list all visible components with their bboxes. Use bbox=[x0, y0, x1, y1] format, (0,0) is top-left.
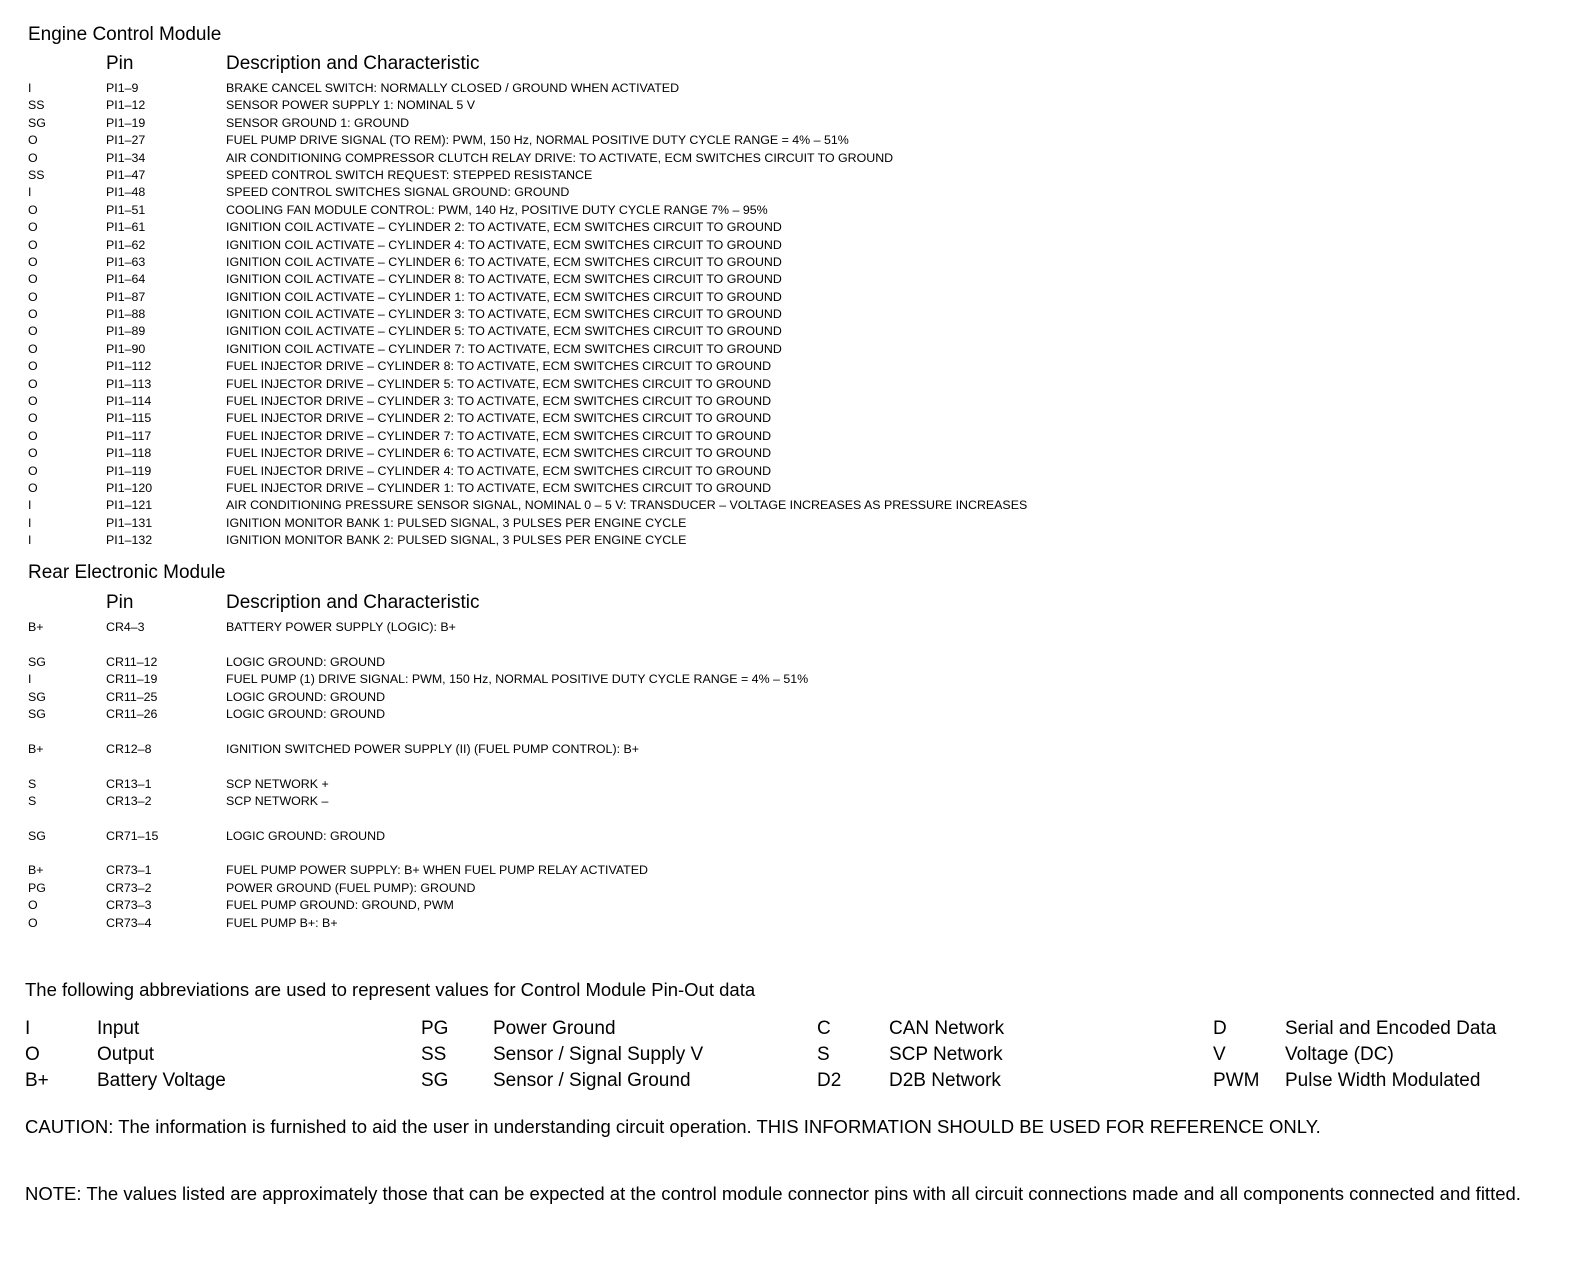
abbreviation-meaning: Pulse Width Modulated bbox=[1285, 1070, 1481, 1091]
pin-description: FUEL PUMP (1) DRIVE SIGNAL: PWM, 150 Hz, NORMAL POSITIVE DUTY CYCLE RANGE = 4% – 51% bbox=[226, 672, 809, 687]
pin-id: CR71–15 bbox=[106, 828, 159, 843]
table-row bbox=[0, 915, 1584, 932]
pin-id: PI1–131 bbox=[106, 515, 153, 530]
pin-id: CR11–25 bbox=[106, 689, 158, 704]
pin-type: O bbox=[28, 133, 38, 148]
table-spacer bbox=[0, 758, 1584, 775]
pin-description: BATTERY POWER SUPPLY (LOGIC): B+ bbox=[226, 620, 456, 634]
pin-description: SPEED CONTROL SWITCH REQUEST: STEPPED RESISTANCE bbox=[226, 167, 593, 182]
pin-description: FUEL INJECTOR DRIVE – CYLINDER 6: TO ACTIVATE, ECM SWITCHES CIRCUIT TO GROUND bbox=[226, 446, 772, 461]
table-row bbox=[0, 428, 1584, 445]
pin-type: O bbox=[28, 359, 38, 374]
pin-id: PI1–117 bbox=[106, 428, 152, 443]
abbreviation-meaning: Input bbox=[97, 1018, 140, 1039]
pin-type: SG bbox=[28, 706, 46, 721]
table-row bbox=[0, 306, 1584, 323]
table-row bbox=[0, 897, 1584, 914]
table-row bbox=[0, 776, 1584, 793]
abbreviation-meaning: Battery Voltage bbox=[97, 1070, 226, 1091]
table-row bbox=[0, 689, 1584, 706]
pin-type: S bbox=[28, 776, 37, 791]
pin-type: O bbox=[28, 324, 38, 339]
pin-type: S bbox=[28, 793, 37, 808]
ecm-pin-header: Pin bbox=[106, 53, 134, 74]
pin-description: LOGIC GROUND: GROUND bbox=[226, 654, 386, 669]
pin-type: O bbox=[28, 307, 38, 322]
pin-description: FUEL INJECTOR DRIVE – CYLINDER 2: TO ACTIVATE, ECM SWITCHES CIRCUIT TO GROUND bbox=[226, 411, 772, 426]
pin-type: O bbox=[28, 272, 38, 287]
pin-type: O bbox=[28, 376, 38, 391]
abbreviation-code: PWM bbox=[1213, 1070, 1260, 1091]
table-spacer bbox=[0, 636, 1584, 653]
pin-type: B+ bbox=[28, 620, 44, 634]
pin-description: IGNITION COIL ACTIVATE – CYLINDER 7: TO ACTIVATE, ECM SWITCHES CIRCUIT TO GROUND bbox=[226, 341, 782, 356]
table-row bbox=[0, 254, 1584, 271]
pin-type: PG bbox=[28, 880, 46, 895]
abbreviation-row bbox=[0, 1068, 1584, 1094]
pin-id: PI1–120 bbox=[106, 480, 153, 495]
table-row bbox=[0, 115, 1584, 132]
abbreviation-code: I bbox=[25, 1018, 31, 1039]
table-spacer bbox=[0, 845, 1584, 862]
pin-type: I bbox=[28, 533, 32, 548]
pin-type: SS bbox=[28, 98, 45, 113]
abbreviation-code: SS bbox=[421, 1044, 447, 1065]
abbreviation-meaning: Sensor / Signal Ground bbox=[493, 1070, 691, 1091]
pin-id: CR73–3 bbox=[106, 898, 152, 913]
pin-id: CR4–3 bbox=[106, 620, 145, 634]
table-row bbox=[0, 341, 1584, 358]
table-row bbox=[0, 167, 1584, 184]
pin-type: O bbox=[28, 898, 38, 913]
pin-type: SG bbox=[28, 828, 46, 843]
pin-description: IGNITION COIL ACTIVATE – CYLINDER 2: TO ACTIVATE, ECM SWITCHES CIRCUIT TO GROUND bbox=[226, 220, 782, 235]
abbreviation-code: B+ bbox=[25, 1070, 49, 1091]
pin-description: IGNITION COIL ACTIVATE – CYLINDER 4: TO ACTIVATE, ECM SWITCHES CIRCUIT TO GROUND bbox=[226, 237, 782, 252]
abbreviation-meaning: SCP Network bbox=[889, 1044, 1003, 1065]
pin-description: SCP NETWORK + bbox=[226, 776, 329, 791]
pin-type: O bbox=[28, 446, 38, 461]
pin-type: SG bbox=[28, 654, 46, 669]
pin-id: PI1–89 bbox=[106, 324, 146, 339]
pin-description: AIR CONDITIONING COMPRESSOR CLUTCH RELAY DRIVE: TO ACTIVATE, ECM SWITCHES CIRCUIT TO GROUND bbox=[226, 150, 894, 165]
table-row bbox=[0, 532, 1584, 549]
abbreviation-code: V bbox=[1213, 1044, 1226, 1065]
pin-type: O bbox=[28, 254, 38, 269]
pin-description: FUEL INJECTOR DRIVE – CYLINDER 5: TO ACTIVATE, ECM SWITCHES CIRCUIT TO GROUND bbox=[226, 376, 772, 391]
table-spacer bbox=[0, 723, 1584, 740]
pin-id: PI1–115 bbox=[106, 411, 152, 426]
pin-id: PI1–121 bbox=[106, 498, 153, 513]
pin-description: SCP NETWORK – bbox=[226, 793, 329, 808]
abbreviation-code: S bbox=[817, 1044, 830, 1065]
pin-id: CR13–2 bbox=[106, 793, 152, 808]
table-row bbox=[0, 97, 1584, 114]
abbreviation-code: D bbox=[1213, 1018, 1227, 1039]
pin-id: CR13–1 bbox=[106, 776, 152, 791]
pin-type: SS bbox=[28, 167, 45, 182]
pin-description: IGNITION MONITOR BANK 1: PULSED SIGNAL, 3 PULSES PER ENGINE CYCLE bbox=[226, 515, 687, 530]
pin-description: FUEL INJECTOR DRIVE – CYLINDER 1: TO ACTIVATE, ECM SWITCHES CIRCUIT TO GROUND bbox=[226, 480, 772, 495]
table-row bbox=[0, 80, 1584, 97]
pin-description: SENSOR GROUND 1: GROUND bbox=[226, 115, 410, 130]
pin-description: FUEL PUMP GROUND: GROUND, PWM bbox=[226, 898, 454, 913]
rem-pin-table bbox=[0, 619, 1584, 932]
pin-description: FUEL INJECTOR DRIVE – CYLINDER 4: TO ACTIVATE, ECM SWITCHES CIRCUIT TO GROUND bbox=[226, 463, 772, 478]
ecm-section-title: Engine Control Module bbox=[28, 24, 222, 45]
table-row bbox=[0, 741, 1584, 758]
pin-type: I bbox=[28, 515, 32, 530]
abbreviation-row bbox=[0, 1042, 1584, 1068]
caution-text: CAUTION: The information is furnished to aid the user in understanding circuit operation. THIS INFORMATION SHOULD BE USED FOR REFERENCE ONLY. bbox=[25, 1116, 1321, 1137]
pin-id: PI1–62 bbox=[106, 237, 146, 252]
table-row bbox=[0, 619, 1584, 636]
pin-type: I bbox=[28, 672, 32, 687]
pin-description: IGNITION COIL ACTIVATE – CYLINDER 1: TO ACTIVATE, ECM SWITCHES CIRCUIT TO GROUND bbox=[226, 289, 782, 304]
pin-type: O bbox=[28, 463, 38, 478]
abbreviation-code: C bbox=[817, 1018, 831, 1039]
pin-id: PI1–114 bbox=[106, 394, 152, 409]
pin-id: PI1–112 bbox=[106, 359, 152, 374]
pin-description: FUEL INJECTOR DRIVE – CYLINDER 3: TO ACTIVATE, ECM SWITCHES CIRCUIT TO GROUND bbox=[226, 394, 772, 409]
abbreviation-meaning: CAN Network bbox=[889, 1018, 1005, 1039]
pin-id: PI1–64 bbox=[106, 272, 146, 287]
table-row bbox=[0, 289, 1584, 306]
abbreviation-meaning: Output bbox=[97, 1044, 155, 1065]
abbreviation-code: O bbox=[25, 1044, 40, 1065]
table-row bbox=[0, 463, 1584, 480]
table-row bbox=[0, 150, 1584, 167]
pin-type: O bbox=[28, 202, 38, 217]
pin-type: SG bbox=[28, 115, 46, 130]
ecm-description-header: Description and Characteristic bbox=[226, 53, 480, 74]
pin-type: O bbox=[28, 411, 38, 426]
abbreviation-code: PG bbox=[421, 1018, 449, 1039]
pin-id: CR73–4 bbox=[106, 915, 152, 930]
pin-id: CR11–19 bbox=[106, 672, 158, 687]
abbreviations-intro: The following abbreviations are used to represent values for Control Module Pin-Out data bbox=[25, 979, 756, 1000]
pin-description: FUEL PUMP POWER SUPPLY: B+ WHEN FUEL PUMP RELAY ACTIVATED bbox=[226, 863, 648, 878]
ecm-pin-table bbox=[0, 80, 1584, 550]
pin-id: PI1–12 bbox=[106, 98, 146, 113]
table-row bbox=[0, 202, 1584, 219]
pin-type: O bbox=[28, 341, 38, 356]
pin-id: PI1–51 bbox=[106, 202, 146, 217]
abbreviation-row bbox=[0, 1016, 1584, 1042]
pin-type: O bbox=[28, 480, 38, 495]
pin-description: IGNITION MONITOR BANK 2: PULSED SIGNAL, 3 PULSES PER ENGINE CYCLE bbox=[226, 533, 687, 548]
pin-type: I bbox=[28, 498, 32, 513]
pin-id: PI1–34 bbox=[106, 150, 146, 165]
pin-description: IGNITION COIL ACTIVATE – CYLINDER 6: TO ACTIVATE, ECM SWITCHES CIRCUIT TO GROUND bbox=[226, 254, 782, 269]
pin-type: SG bbox=[28, 689, 46, 704]
pin-description: POWER GROUND (FUEL PUMP): GROUND bbox=[226, 880, 476, 895]
pin-description: BRAKE CANCEL SWITCH: NORMALLY CLOSED / GROUND WHEN ACTIVATED bbox=[226, 81, 680, 95]
abbreviations-legend bbox=[0, 1016, 1584, 1096]
rem-section-title: Rear Electronic Module bbox=[28, 562, 226, 583]
rem-description-header: Description and Characteristic bbox=[226, 592, 480, 613]
pin-type: I bbox=[28, 185, 32, 200]
pin-description: FUEL PUMP DRIVE SIGNAL (TO REM): PWM, 150 Hz, NORMAL POSITIVE DUTY CYCLE RANGE = 4% – 51% bbox=[226, 133, 849, 148]
pin-id: PI1–48 bbox=[106, 185, 146, 200]
pin-description: SENSOR POWER SUPPLY 1: NOMINAL 5 V bbox=[226, 98, 476, 113]
abbreviation-meaning: Voltage (DC) bbox=[1285, 1044, 1394, 1065]
table-row bbox=[0, 237, 1584, 254]
pin-type: I bbox=[28, 81, 32, 95]
table-row bbox=[0, 880, 1584, 897]
table-row bbox=[0, 184, 1584, 201]
note-text: NOTE: The values listed are approximately those that can be expected at the control module connector pins with all circuit connections made and all components connected and fitted. bbox=[25, 1183, 1521, 1204]
table-spacer bbox=[0, 810, 1584, 827]
table-row bbox=[0, 671, 1584, 688]
table-row bbox=[0, 497, 1584, 514]
pin-type: O bbox=[28, 150, 38, 165]
table-row bbox=[0, 793, 1584, 810]
pin-id: PI1–119 bbox=[106, 463, 152, 478]
table-row bbox=[0, 654, 1584, 671]
pin-type: B+ bbox=[28, 863, 44, 878]
table-row bbox=[0, 706, 1584, 723]
pin-description: IGNITION COIL ACTIVATE – CYLINDER 5: TO ACTIVATE, ECM SWITCHES CIRCUIT TO GROUND bbox=[226, 324, 782, 339]
pin-id: PI1–88 bbox=[106, 307, 146, 322]
table-row bbox=[0, 480, 1584, 497]
pin-type: O bbox=[28, 289, 38, 304]
pin-description: FUEL INJECTOR DRIVE – CYLINDER 7: TO ACTIVATE, ECM SWITCHES CIRCUIT TO GROUND bbox=[226, 428, 772, 443]
pin-id: PI1–87 bbox=[106, 289, 146, 304]
abbreviation-code: SG bbox=[421, 1070, 449, 1091]
table-row bbox=[0, 445, 1584, 462]
pin-description: AIR CONDITIONING PRESSURE SENSOR SIGNAL, NOMINAL 0 – 5 V: TRANSDUCER – VOLTAGE INCREASES AS PRESSURE INCREASES bbox=[226, 498, 1028, 513]
pin-type: O bbox=[28, 428, 38, 443]
pin-description: LOGIC GROUND: GROUND bbox=[226, 689, 386, 704]
pin-id: PI1–63 bbox=[106, 254, 146, 269]
pin-id: CR73–2 bbox=[106, 880, 152, 895]
pin-id: PI1–113 bbox=[106, 376, 152, 391]
pin-type: O bbox=[28, 237, 38, 252]
pin-type: O bbox=[28, 915, 38, 930]
pin-id: PI1–90 bbox=[106, 341, 146, 356]
table-row bbox=[0, 323, 1584, 340]
pin-id: CR12–8 bbox=[106, 741, 152, 756]
pin-description: LOGIC GROUND: GROUND bbox=[226, 828, 386, 843]
pin-description: COOLING FAN MODULE CONTROL: PWM, 140 Hz, POSITIVE DUTY CYCLE RANGE 7% – 95% bbox=[226, 202, 768, 217]
table-row bbox=[0, 410, 1584, 427]
table-row bbox=[0, 515, 1584, 532]
pin-description: IGNITION SWITCHED POWER SUPPLY (II) (FUEL PUMP CONTROL): B+ bbox=[226, 741, 639, 756]
table-row bbox=[0, 132, 1584, 149]
table-row bbox=[0, 393, 1584, 410]
pin-id: PI1–61 bbox=[106, 220, 146, 235]
pin-type: B+ bbox=[28, 741, 44, 756]
table-row bbox=[0, 219, 1584, 236]
pin-description: FUEL INJECTOR DRIVE – CYLINDER 8: TO ACTIVATE, ECM SWITCHES CIRCUIT TO GROUND bbox=[226, 359, 772, 374]
pin-id: PI1–19 bbox=[106, 115, 146, 130]
table-row bbox=[0, 271, 1584, 288]
pin-id: CR11–12 bbox=[106, 654, 158, 669]
abbreviation-code: D2 bbox=[817, 1070, 842, 1091]
pin-description: IGNITION COIL ACTIVATE – CYLINDER 8: TO ACTIVATE, ECM SWITCHES CIRCUIT TO GROUND bbox=[226, 272, 782, 287]
pin-description: FUEL PUMP B+: B+ bbox=[226, 915, 338, 930]
abbreviation-meaning: Power Ground bbox=[493, 1018, 616, 1039]
pin-id: CR11–26 bbox=[106, 706, 158, 721]
pin-type: O bbox=[28, 220, 38, 235]
pin-description: SPEED CONTROL SWITCHES SIGNAL GROUND: GROUND bbox=[226, 185, 570, 200]
table-row bbox=[0, 862, 1584, 879]
pin-description: LOGIC GROUND: GROUND bbox=[226, 706, 386, 721]
pin-id: PI1–9 bbox=[106, 81, 139, 95]
abbreviation-meaning: Sensor / Signal Supply V bbox=[493, 1044, 704, 1065]
pin-type: O bbox=[28, 394, 38, 409]
pin-id: PI1–118 bbox=[106, 446, 152, 461]
rem-pin-header: Pin bbox=[106, 592, 134, 613]
pin-id: PI1–47 bbox=[106, 167, 146, 182]
pin-id: PI1–27 bbox=[106, 133, 146, 148]
abbreviation-meaning: Serial and Encoded Data bbox=[1285, 1018, 1497, 1039]
table-row bbox=[0, 358, 1584, 375]
abbreviation-meaning: D2B Network bbox=[889, 1070, 1001, 1091]
pin-id: PI1–132 bbox=[106, 533, 153, 548]
pin-description: IGNITION COIL ACTIVATE – CYLINDER 3: TO ACTIVATE, ECM SWITCHES CIRCUIT TO GROUND bbox=[226, 307, 782, 322]
table-row bbox=[0, 376, 1584, 393]
pin-id: CR73–1 bbox=[106, 863, 152, 878]
table-row bbox=[0, 828, 1584, 845]
